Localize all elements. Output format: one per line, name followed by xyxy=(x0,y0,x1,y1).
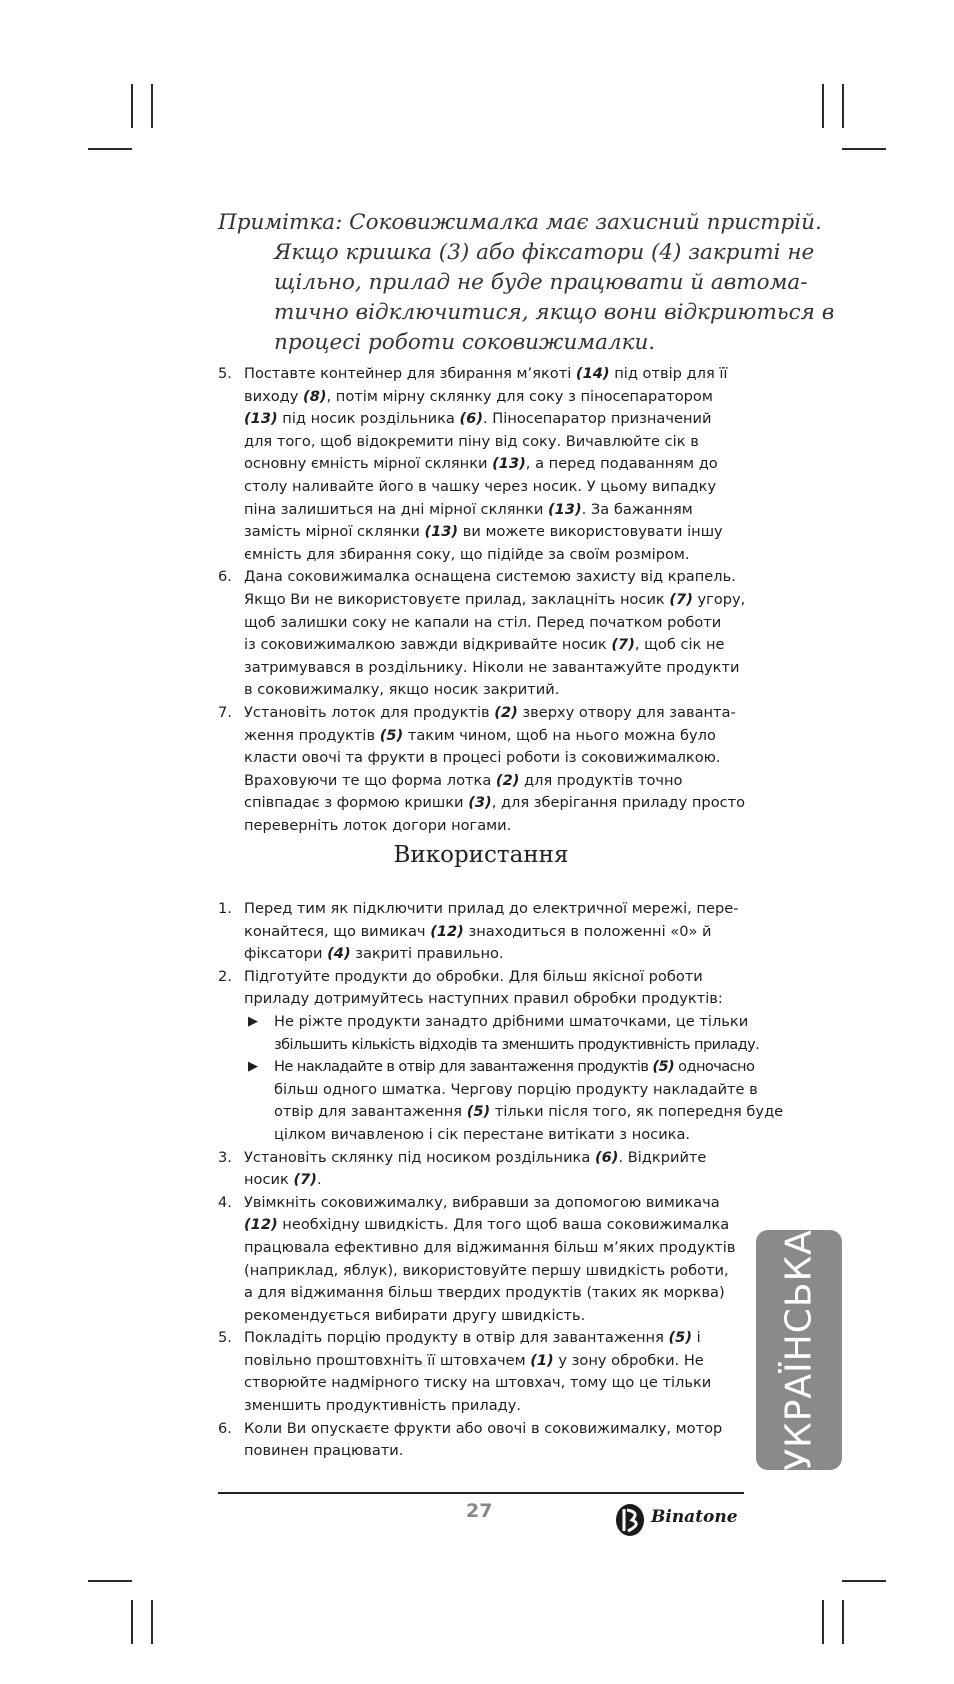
note-line: Якщо кришка (3) або фіксатори (4) закриті не xyxy=(274,240,815,265)
list-item xyxy=(218,363,744,566)
item-line: столу наливайте його в чашку через носик. У цьому випадку xyxy=(244,477,717,495)
item-line: Коли Ви опускаєте фрукти або овочі в соковижималку, мотор xyxy=(244,1419,723,1437)
part-reference: (6) xyxy=(594,1148,619,1166)
part-reference: (14) xyxy=(575,365,610,382)
bullet-line: Не ріжте продукти занадто дрібними шматочками, це тільки xyxy=(274,1012,749,1030)
part-reference: (5) xyxy=(466,1103,491,1121)
item-line: Перед тим як підключити прилад до електричної мережі, пере- xyxy=(244,900,739,917)
note-line: Примітка: Соковижималка має захисний пристрій. xyxy=(218,210,822,235)
item-line: повинен працювати. xyxy=(244,1442,404,1460)
part-reference: (12) xyxy=(430,922,464,940)
item-number: 7. xyxy=(218,703,232,721)
item-line: класти овочі та фрукти в процесі роботи із соковижималкою. xyxy=(244,749,721,767)
item-line: Покладіть порцію продукту в отвір для завантаження (5) і xyxy=(244,1329,701,1347)
item-line: повільно проштовхніть її штовхачем (1) у зону обробки. Не xyxy=(244,1351,704,1369)
part-reference: (13) xyxy=(547,500,582,518)
item-number: 2. xyxy=(218,967,232,985)
crop-mark xyxy=(822,1600,824,1644)
item-number: 5. xyxy=(218,1329,232,1347)
assembly-list xyxy=(218,363,744,837)
bullet-item xyxy=(244,1011,760,1056)
bullet-line: більш одного шматка. Чергову порцію продукту накладайте в xyxy=(274,1080,758,1098)
crop-mark xyxy=(822,84,824,128)
part-reference: (7) xyxy=(669,590,693,608)
bullet-item xyxy=(244,1056,784,1146)
item-number: 3. xyxy=(218,1148,232,1166)
part-reference: (2) xyxy=(494,703,518,721)
part-reference: (1) xyxy=(530,1351,554,1369)
bullet-line: цілком вичавленою і сік перестане витікати з носика. xyxy=(274,1125,691,1143)
list-item xyxy=(218,1147,744,1192)
part-reference: (7) xyxy=(293,1171,317,1189)
part-reference: (4) xyxy=(327,945,351,963)
crop-mark xyxy=(842,1580,886,1582)
item-line: (12) необхідну швидкість. Для того щоб ваша соковижималка xyxy=(244,1216,730,1234)
item-line: зменшить продуктивність приладу. xyxy=(244,1397,522,1415)
footer-rule xyxy=(218,1492,744,1494)
crop-mark xyxy=(842,148,886,150)
crop-mark xyxy=(88,148,132,150)
bullet-line: збільшить кількість відходів та зменшить продуктивність приладу. xyxy=(274,1035,760,1053)
safety-note xyxy=(218,208,835,358)
list-item xyxy=(218,898,744,966)
crop-mark xyxy=(842,84,844,128)
item-line: затримувався в роздільнику. Ніколи не завантажуйте продукти xyxy=(244,658,740,676)
item-line: ження продуктів (5) таким чином, щоб на нього можна було xyxy=(244,726,716,744)
item-line: Установіть лоток для продуктів (2) зверху отвору для заванта- xyxy=(244,703,736,721)
page-number: 27 xyxy=(466,1500,493,1522)
crop-mark xyxy=(151,1600,153,1644)
note-line: процесі роботи соковижималки. xyxy=(274,330,656,355)
item-line: (13) під носик роздільника (6). Піносепаратор призначений xyxy=(244,410,712,428)
list-item xyxy=(218,1192,744,1328)
item-number: 1. xyxy=(218,900,232,917)
item-line: Увімкніть соковижималку, вибравши за допомогою вимикача xyxy=(244,1193,720,1211)
part-reference: (2) xyxy=(495,771,520,789)
section-heading: Використання xyxy=(393,842,569,868)
item-line: із соковижималкою завжди відкривайте носик (7), щоб сік не xyxy=(244,636,725,654)
note-line: тично відключитися, якщо вони відкриються в xyxy=(274,300,835,325)
item-line: рекомендується вибирати другу швидкість. xyxy=(244,1306,586,1324)
crop-mark xyxy=(151,84,153,128)
item-line: переверніть лоток догори ногами. xyxy=(244,816,512,834)
crop-mark xyxy=(131,1600,133,1644)
bullet-line: отвір для завантаження (5) тільки після того, як попередня буде xyxy=(274,1103,784,1121)
list-item xyxy=(218,1418,744,1463)
item-line: піна залишиться на дні мірної склянки (13). За бажанням xyxy=(244,500,693,518)
item-line: (наприклад, яблук), використовуйте першу швидкість роботи, xyxy=(244,1261,729,1279)
crop-mark xyxy=(842,1600,844,1644)
item-line: носик (7). xyxy=(244,1171,322,1189)
triangle-bullet-icon: ▶ xyxy=(248,1013,258,1029)
item-line: ємність для збирання соку, що підійде за своїм розміром. xyxy=(244,545,690,563)
list-item xyxy=(218,702,744,838)
item-line: замість мірної склянки (13) ви можете використовувати іншу xyxy=(244,523,723,541)
item-number: 6. xyxy=(218,1419,232,1437)
list-item xyxy=(218,566,744,702)
part-reference: (7) xyxy=(611,636,635,654)
part-reference: (13) xyxy=(244,410,278,428)
triangle-bullet-icon: ▶ xyxy=(248,1059,258,1075)
item-line: Враховуючи те що форма лотка (2) для продуктів точно xyxy=(244,771,683,789)
list-item xyxy=(218,1327,744,1417)
item-line: конайтеся, що вимикач (12) знаходиться в положенні «0» й xyxy=(244,922,712,940)
item-number: 5. xyxy=(218,365,232,382)
item-line: Підготуйте продукти до обробки. Для більш якісної роботи xyxy=(244,967,703,985)
part-reference: (13) xyxy=(424,523,459,541)
part-reference: (5) xyxy=(668,1329,692,1347)
item-line: виходу (8), потім мірну склянку для соку з піносепаратором xyxy=(244,387,713,405)
item-number: 6. xyxy=(218,568,232,586)
item-line: Установіть склянку під носиком роздільника (6). Відкрийте xyxy=(244,1148,707,1166)
item-line: а для віджимання більш твердих продуктів (таких як морква) xyxy=(244,1284,725,1302)
language-tab-label: УКРАЇНСЬКА xyxy=(778,1229,820,1471)
item-line: для того, щоб відокремити піну від соку. Вичавлюйте сік в xyxy=(244,432,699,450)
item-line: приладу дотримуйтесь наступних правил обробки продуктів: xyxy=(244,990,723,1008)
item-line: щоб залишки соку не капали на стіл. Перед початком роботи xyxy=(244,613,722,631)
logo-wordmark: Binatone xyxy=(651,1507,738,1527)
part-reference: (5) xyxy=(379,726,404,744)
crop-mark xyxy=(131,84,133,128)
part-reference: (6) xyxy=(459,410,484,428)
item-line: Поставте контейнер для збирання м’якоті (14) під отвір для її xyxy=(244,365,728,382)
item-line: співпадає з формою кришки (3), для зберігання приладу просто xyxy=(244,794,746,812)
item-line: Якщо Ви не використовуєте прилад, заклацніть носик (7) угору, xyxy=(244,590,746,608)
item-number: 4. xyxy=(218,1193,232,1211)
item-line: фіксатори (4) закриті правильно. xyxy=(244,945,504,963)
part-reference: (3) xyxy=(468,794,492,812)
item-line: Дана соковижималка оснащена системою захисту від крапель. xyxy=(244,568,736,586)
usage-list xyxy=(218,898,784,1463)
item-line: основну ємність мірної склянки (13), а перед подаванням до xyxy=(244,455,718,473)
part-reference: (12) xyxy=(244,1216,278,1234)
part-reference: (5) xyxy=(652,1058,675,1076)
part-reference: (13) xyxy=(492,455,526,473)
crop-mark xyxy=(88,1580,132,1582)
item-line: працювала ефективно для віджимання більш м’яких продуктів xyxy=(244,1238,736,1256)
bullet-line: Не накладайте в отвір для завантаження продуктів (5) одночасно xyxy=(274,1058,755,1076)
item-line: в соковижималку, якщо носик закритий. xyxy=(244,681,560,699)
part-reference: (8) xyxy=(303,387,327,405)
item-line: створюйте надмірного тиску на штовхач, тому що це тільки xyxy=(244,1374,712,1392)
note-line: щільно, прилад не буде працювати й автома- xyxy=(274,270,808,295)
list-item xyxy=(218,966,784,1147)
